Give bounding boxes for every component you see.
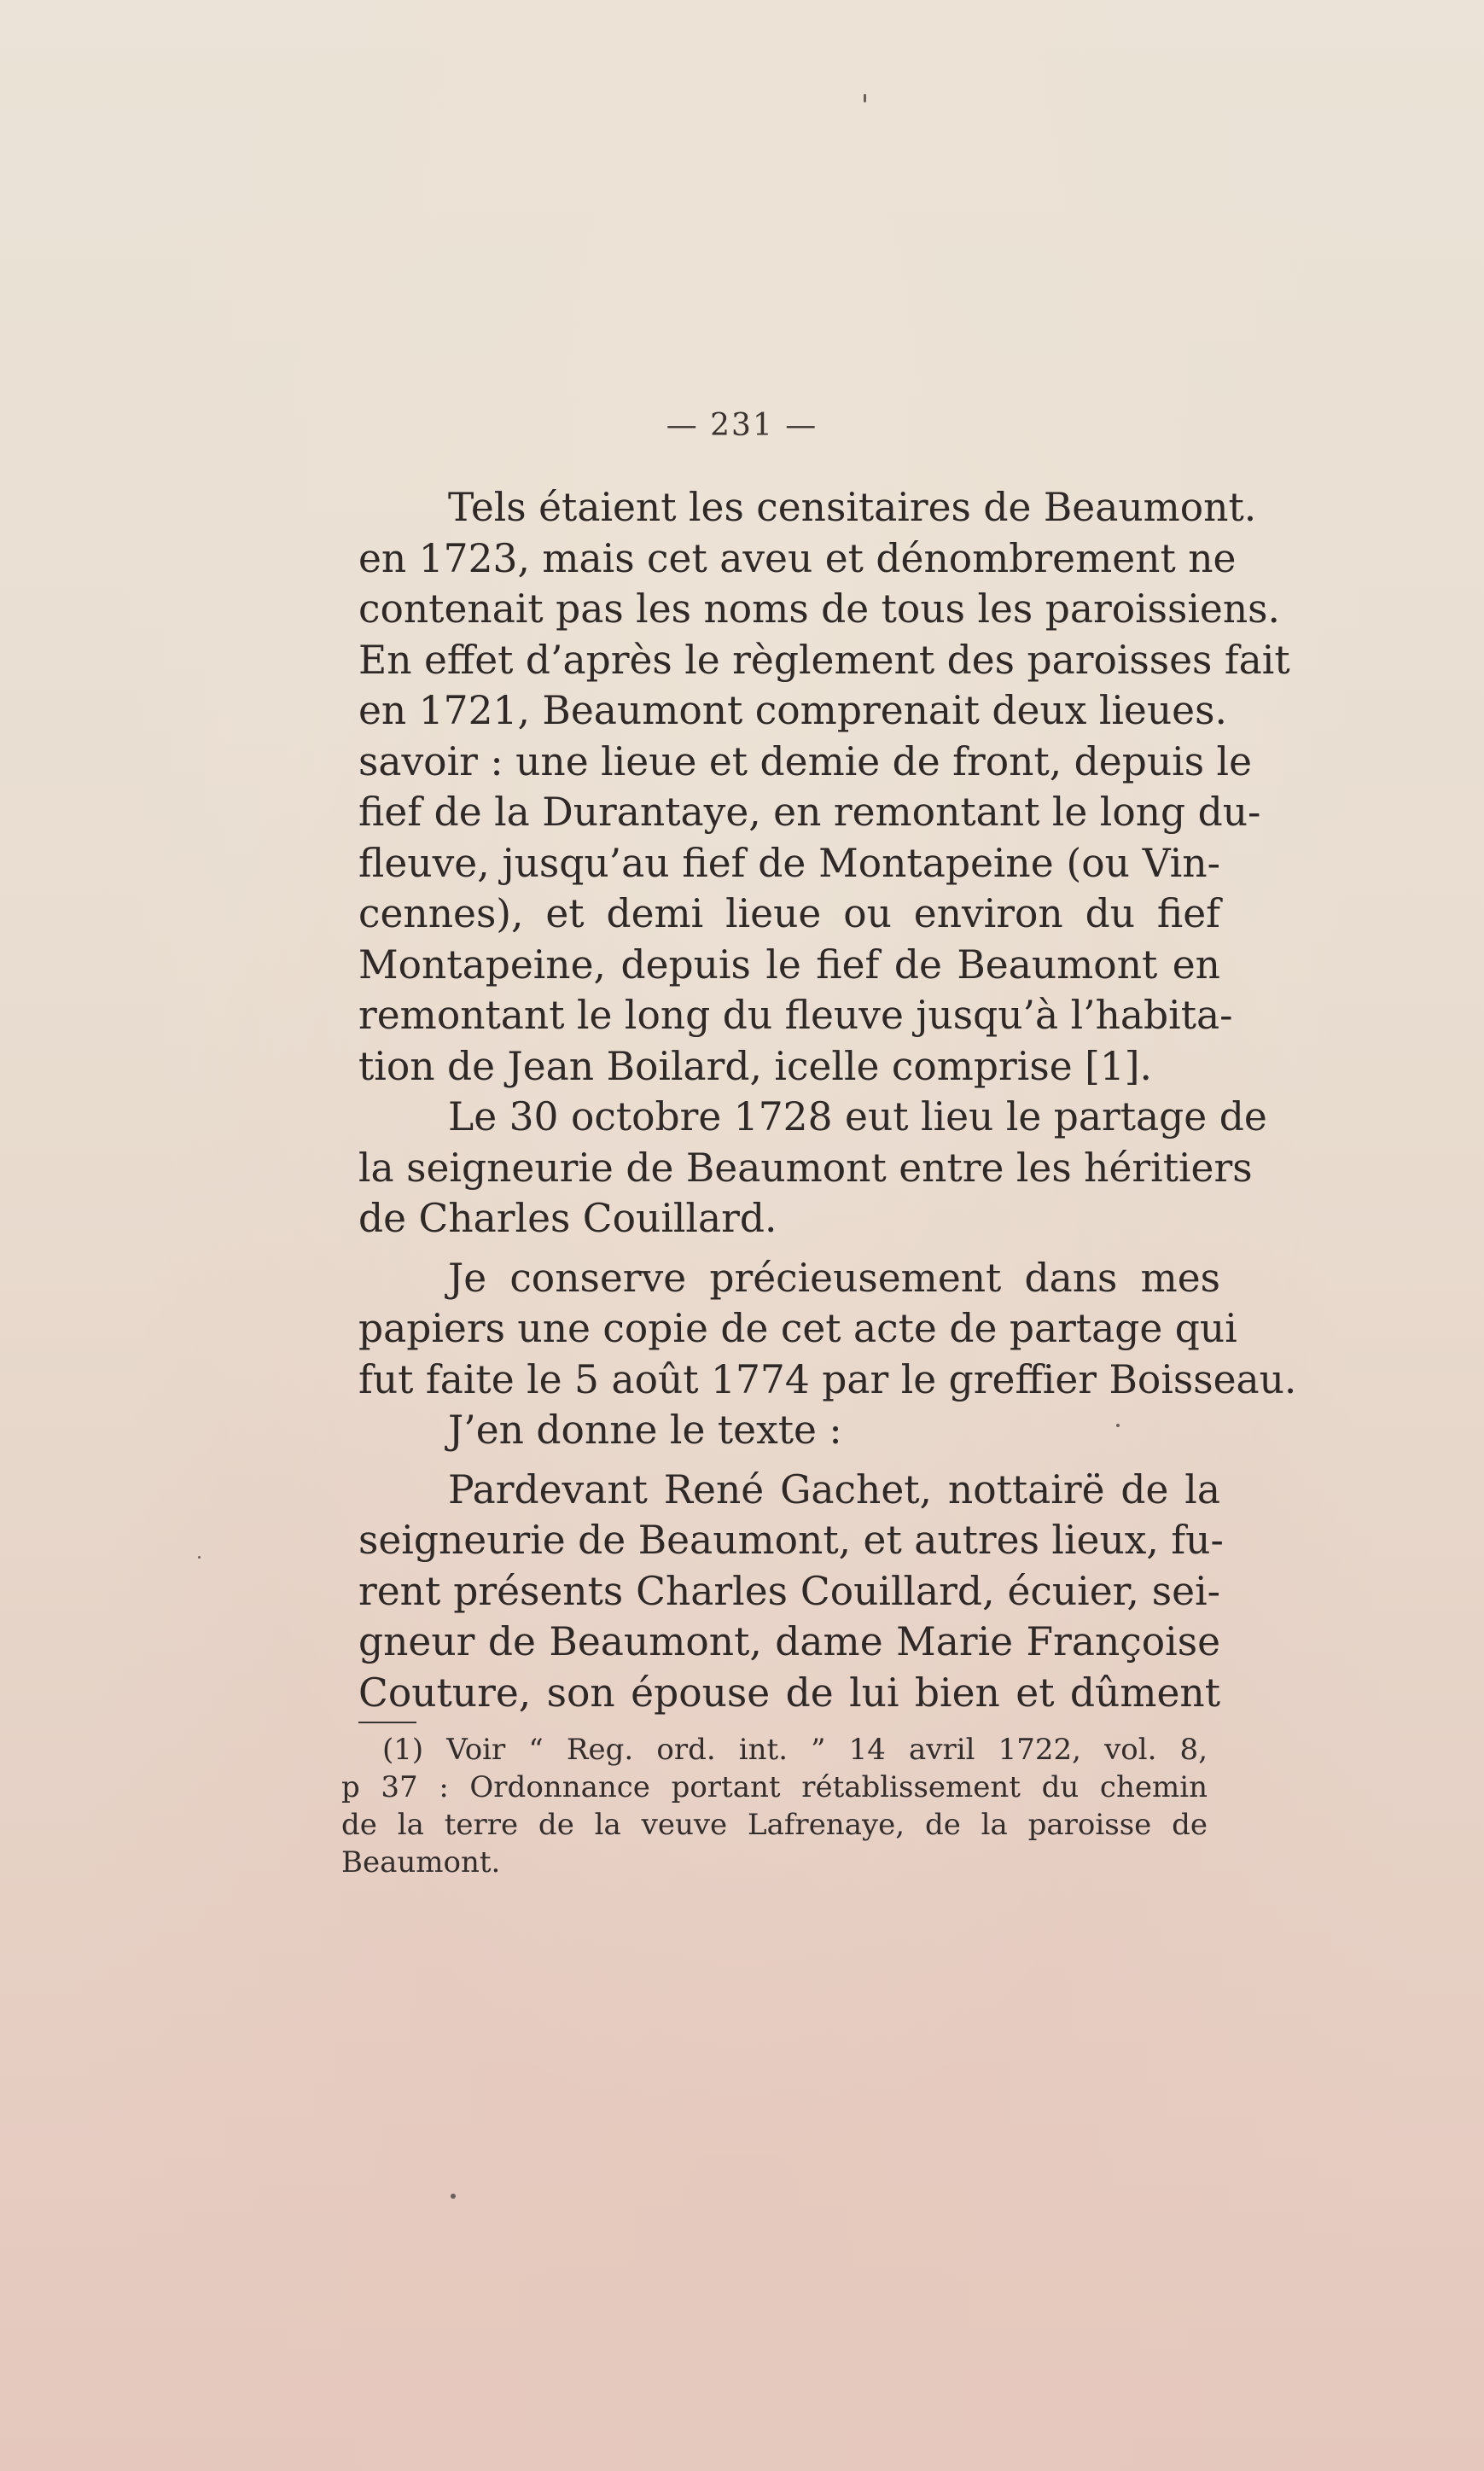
footnote-divider <box>358 1722 416 1723</box>
text-line: fut faite le 5 août 1774 par le greffier Boisseau. <box>358 1356 1297 1402</box>
text-line: fleuve, jusqu’au fief de Montapeine (ou Vin- <box>358 840 1220 886</box>
text-line: contenait pas les noms de tous les paroissiens. <box>358 586 1280 632</box>
text-line: la seigneurie de Beaumont entre les héritiers <box>358 1145 1253 1191</box>
text-line: de Charles Couillard. <box>358 1196 777 1241</box>
text-line: remontant le long du fleuve jusqu’à l’habita- <box>358 993 1233 1038</box>
footnote-line: de la terre de la veuve Lafrenaye, de la paroisse de <box>341 1808 1208 1842</box>
text-line: cennes), et demi lieue ou environ du fief <box>358 891 1220 936</box>
text-line: Le 30 octobre 1728 eut lieu le partage de <box>448 1094 1267 1139</box>
text-line: En effet d’après le règlement des paroisses fait <box>358 637 1290 683</box>
text-line: papiers une copie de cet acte de partage qui <box>358 1306 1237 1351</box>
text-line: en 1723, mais cet aveu et dénombrement ne <box>358 535 1237 581</box>
paper-speck <box>864 94 866 102</box>
footnote-line: p 37 : Ordonnance portant rétablissement du chemin <box>341 1770 1208 1804</box>
paper-speck <box>451 2194 456 2199</box>
text-line: gneur de Beaumont, dame Marie Françoise <box>358 1619 1220 1664</box>
footnotes <box>341 1731 1208 1881</box>
text-line: seigneurie de Beaumont, et autres lieux, fu- <box>358 1518 1224 1563</box>
paper-speck <box>198 1556 201 1559</box>
text-line: Je conserve précieusement dans mes <box>448 1255 1220 1301</box>
text-line: Couture, son épouse de lui bien et dûment <box>358 1670 1220 1716</box>
text-line: rent présents Charles Couillard, écuier, sei- <box>358 1568 1220 1614</box>
text-line: Pardevant René Gachet, nottairë de la <box>448 1466 1220 1512</box>
text-line: en 1721, Beaumont comprenait deux lieues. <box>358 688 1227 733</box>
paper-speck <box>1116 1424 1120 1427</box>
footnote-line: (1) Voir “ Reg. ord. int. ” 14 avril 1722, vol. 8, <box>382 1733 1208 1767</box>
text-line: Tels étaient les censitaires de Beaumont. <box>448 485 1257 530</box>
page-number: — 231 — <box>666 408 818 443</box>
text-line: Montapeine, depuis le fief de Beaumont en <box>358 941 1220 988</box>
text-line: savoir : une lieue et demie de front, depuis le <box>358 738 1253 784</box>
text-line: J’en donne le texte : <box>448 1407 842 1453</box>
footnote-line: Beaumont. <box>341 1845 501 1879</box>
body-text <box>358 482 1297 1718</box>
text-line: fief de la Durantaye, en remontant le long du- <box>358 790 1261 835</box>
text-line: tion de Jean Boilard, icelle comprise [1]. <box>358 1043 1152 1089</box>
